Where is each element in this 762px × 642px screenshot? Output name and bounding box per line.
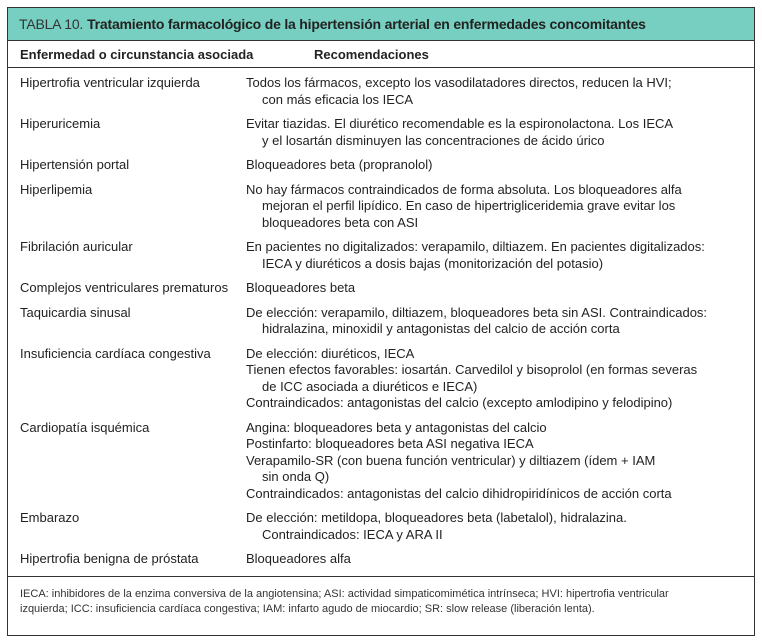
condition-cell: Embarazo bbox=[20, 510, 80, 525]
table-row bbox=[8, 239, 754, 272]
table-body bbox=[8, 68, 754, 576]
table-title bbox=[8, 8, 754, 41]
table-container bbox=[7, 7, 755, 636]
recommendation-line: Contraindicados: IECA y ARA II bbox=[262, 526, 443, 542]
recommendation-paragraph bbox=[246, 486, 754, 503]
condition-cell: Complejos ventriculares prematuros bbox=[20, 280, 229, 295]
recommendation-cell bbox=[246, 157, 754, 174]
recommendation-line: Postinfarto: bloqueadores beta ASI negativa IECA bbox=[246, 436, 534, 451]
footnote-line: izquierda; ICC: insuficiencia cardíaca congestiva; IAM: infarto agudo de miocardio; SR: slow release (liberación lenta). bbox=[20, 603, 595, 615]
recommendation-paragraph bbox=[246, 420, 754, 437]
recommendation-line: con más eficacia los IECA bbox=[262, 91, 414, 107]
condition-cell: Cardiopatía isquémica bbox=[20, 419, 150, 435]
recommendation-paragraph bbox=[246, 182, 754, 232]
table-title-bold: Tratamiento farmacológico de la hipertensión arterial bbox=[87, 16, 430, 32]
condition-cell: Insuficiencia cardíaca congestiva bbox=[20, 345, 211, 361]
recommendation-line: mejoran el perfil lipídico. En caso de hipertrigliceridemia grave evitar los bbox=[262, 198, 676, 213]
recommendation-cell bbox=[246, 239, 754, 272]
recommendation-line: Tienen efectos favorables: iosartán. Carvedilol y bisoprolol (en formas severas bbox=[246, 362, 698, 377]
recommendation-line: sin onda Q) bbox=[262, 469, 330, 484]
recommendation-paragraph bbox=[246, 305, 754, 338]
table-row bbox=[8, 551, 754, 568]
condition-cell: Hipertrofia ventricular izquierda bbox=[20, 75, 200, 90]
footnote bbox=[8, 576, 754, 627]
recommendation-line: Bloqueadores beta (propranolol) bbox=[246, 157, 433, 172]
recommendation-line: hidralazina, minoxidil y antagonistas del calcio de acción corta bbox=[262, 321, 620, 336]
recommendation-paragraph bbox=[246, 346, 754, 363]
recommendation-line: De elección: diuréticos, IECA bbox=[246, 345, 415, 361]
recommendation-line: Contraindicados: antagonistas del calcio (excepto amlodipino y felodipino) bbox=[246, 395, 673, 410]
recommendation-paragraph bbox=[246, 436, 754, 453]
recommendation-cell bbox=[246, 116, 754, 149]
recommendation-cell bbox=[246, 182, 754, 232]
table-row bbox=[8, 157, 754, 174]
table-number: TABLA 10. bbox=[19, 16, 84, 32]
recommendation-paragraph bbox=[246, 157, 754, 174]
footnote-line: IECA: inhibidores de la enzima conversiva de la angiotensina; ASI: actividad simpaticomimética intrínseca; HVI: hipertrofia ventricular bbox=[20, 588, 669, 600]
recommendation-cell bbox=[246, 280, 754, 297]
recommendation-paragraph bbox=[246, 116, 754, 149]
recommendation-line: Todos los fármacos, excepto los vasodilatadores directos, reducen la HVI; bbox=[246, 75, 672, 90]
recommendation-cell bbox=[246, 305, 754, 338]
condition-cell: Hipertrofia benigna de próstata bbox=[20, 551, 199, 566]
column-header-recommendations: Recomendaciones bbox=[314, 46, 429, 62]
condition-cell: Hiperlipemia bbox=[20, 181, 93, 197]
recommendation-line: IECA y diuréticos a dosis bajas (monitorización del potasio) bbox=[262, 255, 604, 271]
recommendation-cell bbox=[246, 551, 754, 568]
recommendation-paragraph bbox=[246, 510, 754, 543]
recommendation-line: Evitar tiazidas. El diurético recomendable es la espironolactona. Los IECA bbox=[246, 116, 674, 131]
recommendation-paragraph bbox=[246, 551, 754, 568]
column-header-condition: Enfermedad o circunstancia asociada bbox=[20, 46, 254, 62]
condition-cell: Fibrilación auricular bbox=[20, 239, 133, 254]
recommendation-paragraph bbox=[246, 75, 754, 108]
table-row bbox=[8, 75, 754, 108]
recommendation-line: Verapamilo-SR (con buena función ventricular) y diltiazem (ídem + IAM bbox=[246, 452, 656, 468]
condition-cell: Taquicardia sinusal bbox=[20, 304, 131, 320]
recommendation-paragraph bbox=[246, 453, 754, 486]
recommendation-line: No hay fármacos contraindicados de forma absoluta. Los bloqueadores alfa bbox=[246, 181, 682, 197]
recommendation-line: de ICC asociada a diuréticos e IECA) bbox=[262, 378, 478, 394]
recommendation-paragraph bbox=[246, 239, 754, 272]
table-row bbox=[8, 346, 754, 412]
recommendation-cell bbox=[246, 510, 754, 543]
recommendation-cell bbox=[246, 346, 754, 412]
table-row bbox=[8, 116, 754, 149]
table-row bbox=[8, 305, 754, 338]
recommendation-paragraph bbox=[246, 395, 754, 412]
table-row bbox=[8, 182, 754, 232]
table-row bbox=[8, 420, 754, 503]
recommendation-line: Angina: bloqueadores beta y antagonistas del calcio bbox=[246, 419, 547, 435]
condition-cell: Hipertensión portal bbox=[20, 157, 130, 172]
recommendation-line: En pacientes no digitalizados: verapamilo, diltiazem. En pacientes digitalizados: bbox=[246, 239, 705, 254]
recommendation-line: y el losartán disminuyen las concentraciones de ácido úrico bbox=[262, 132, 605, 148]
recommendation-line: Bloqueadores beta bbox=[246, 280, 356, 295]
recommendation-paragraph bbox=[246, 280, 754, 297]
recommendation-line: Bloqueadores alfa bbox=[246, 551, 351, 566]
recommendation-cell bbox=[246, 75, 754, 108]
recommendation-line: De elección: verapamilo, diltiazem, bloqueadores beta sin ASI. Contraindicados: bbox=[246, 304, 708, 320]
recommendation-paragraph bbox=[246, 362, 754, 395]
table-title-rest: en enfermedades concomitantes bbox=[433, 16, 646, 32]
recommendation-line: bloqueadores beta con ASI bbox=[262, 214, 419, 230]
column-headers bbox=[8, 41, 754, 68]
table-row bbox=[8, 510, 754, 543]
recommendation-cell bbox=[246, 420, 754, 503]
table-row bbox=[8, 280, 754, 297]
recommendation-line: De elección: metildopa, bloqueadores beta (labetalol), hidralazina. bbox=[246, 510, 627, 525]
recommendation-line: Contraindicados: antagonistas del calcio dihidropiridínicos de acción corta bbox=[246, 485, 672, 501]
condition-cell: Hiperuricemia bbox=[20, 116, 101, 131]
